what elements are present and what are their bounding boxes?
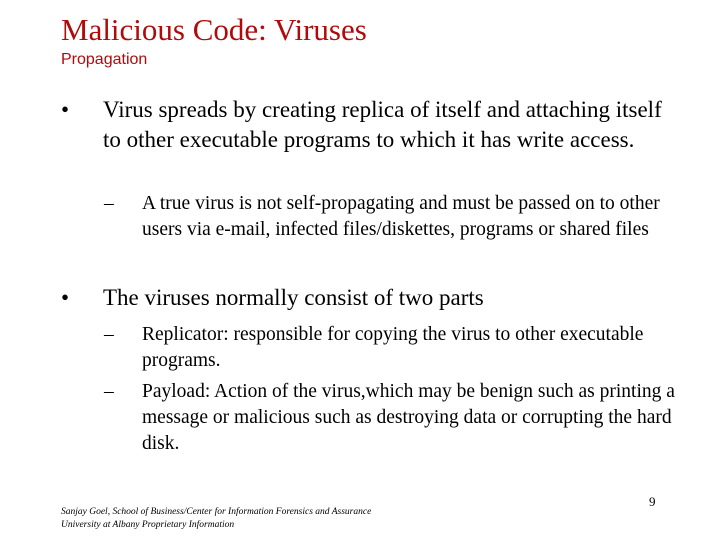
slide-subtitle: Propagation: [61, 51, 148, 68]
sub-bullet-text: Payload: Action of the virus,which may be benign such as printing a message or malicious such as destroying data or corrupting the hard disk.: [142, 381, 675, 454]
sub-bullet-text: Replicator: responsible for copying the virus to other executable programs.: [142, 324, 644, 371]
sub-bullet-marker: –: [104, 193, 114, 214]
footer-line: Sanjay Goel, School of Business/Center for Information Forensics and Assurance: [61, 507, 372, 517]
sub-bullet-marker: –: [104, 381, 114, 402]
sub-bullet-text: A true virus is not self-propagating and must be passed on to other users via e-mail, infected files/diskettes, programs or shared files: [142, 193, 660, 240]
bullet-text: Virus spreads by creating replica of itself and attaching itself to other executable programs to which it has write access.: [103, 97, 662, 152]
slide-footer: [61, 506, 461, 532]
slide-title: Malicious Code: Viruses: [61, 12, 367, 47]
bullet-text: The viruses normally consist of two parts: [103, 285, 484, 310]
sub-bullet-marker: –: [104, 324, 114, 345]
footer-line: University at Albany Proprietary Information: [61, 520, 235, 530]
bullet-marker: •: [61, 97, 70, 122]
bullet-marker: •: [61, 285, 70, 310]
page-number: 9: [649, 494, 656, 509]
